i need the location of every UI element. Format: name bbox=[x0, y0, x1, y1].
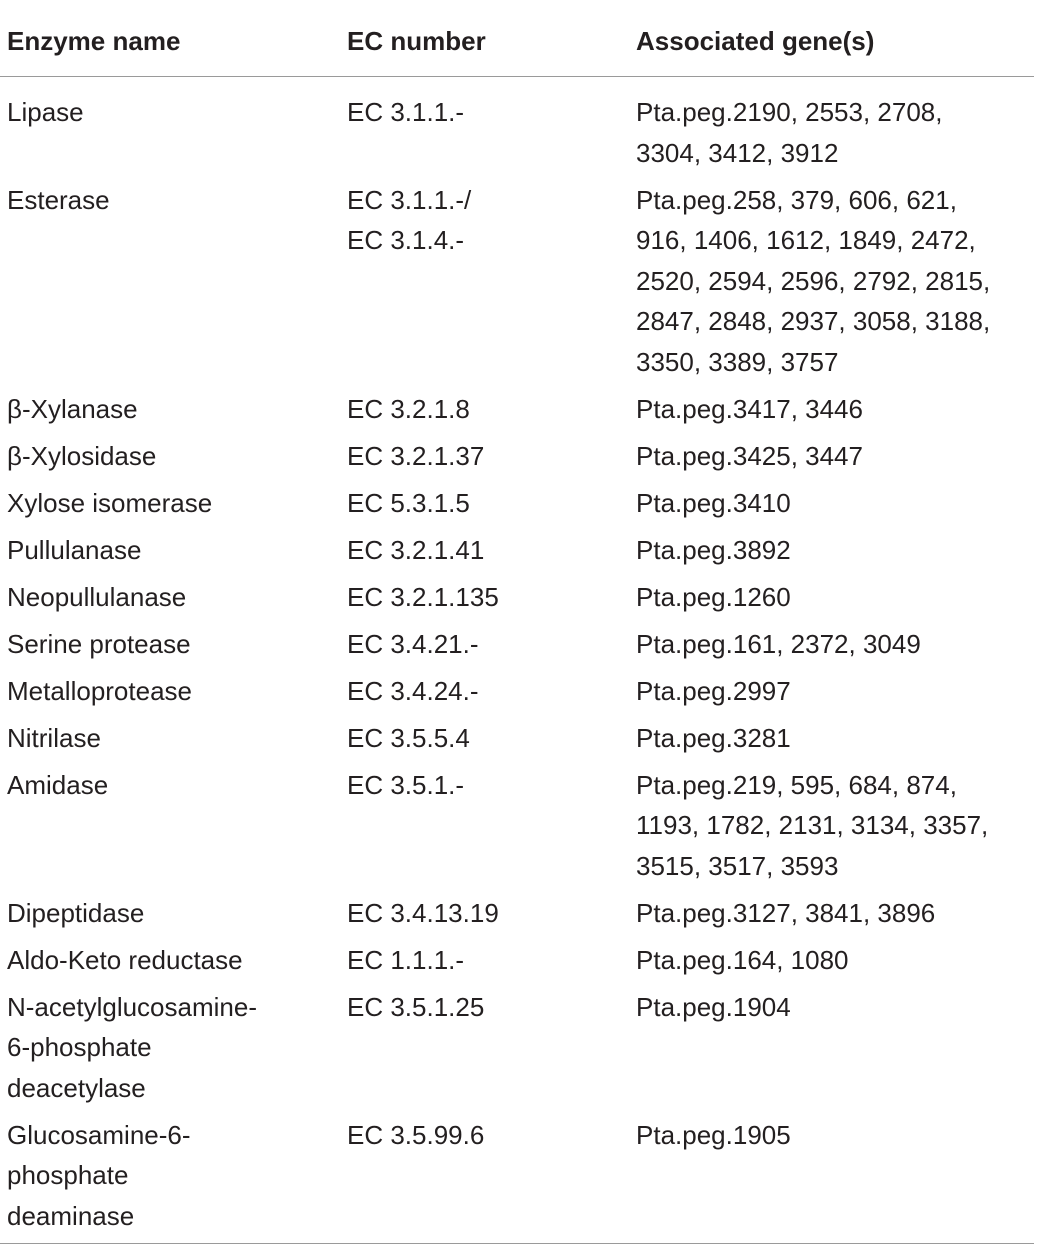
table-row bbox=[0, 624, 1040, 671]
associated-genes-cell: Pta.peg.1904 bbox=[636, 991, 791, 1022]
table-row bbox=[0, 718, 1040, 765]
header-divider bbox=[0, 76, 1034, 77]
table-row bbox=[0, 1115, 1040, 1243]
table-body bbox=[0, 92, 1040, 1243]
ec-number-cell: EC 3.2.1.41 bbox=[347, 534, 485, 565]
ec-number-cell: EC 5.3.1.5 bbox=[347, 487, 470, 518]
ec-number-cell: EC 3.1.1.- bbox=[347, 97, 465, 127]
associated-genes-cell: Pta.peg.1905 bbox=[636, 1119, 791, 1150]
table-row bbox=[0, 483, 1040, 530]
table-row bbox=[0, 893, 1040, 940]
enzyme-name-cell: Esterase bbox=[7, 184, 110, 215]
ec-number-cell: EC 3.4.21.- bbox=[347, 628, 479, 659]
column-header-associated-genes: Associated gene(s) bbox=[636, 26, 875, 56]
associated-genes-cell: Pta.peg.1260 bbox=[636, 581, 791, 612]
enzyme-name-cell: Aldo-Keto reductase bbox=[7, 944, 243, 975]
table-row bbox=[0, 180, 1040, 389]
ec-number-cell: EC 3.1.1.-/ EC 3.1.4.- bbox=[347, 184, 472, 255]
associated-genes-cell: Pta.peg.164, 1080 bbox=[636, 944, 849, 975]
table-bottom-divider bbox=[0, 1243, 1034, 1244]
associated-genes-cell: Pta.peg.258, 379, 606, 621, 916, 1406, 1612, 1849, 2472, 2520, 2594, 2596, 2792, 2815, 2847, 2848, 2937, 3058, 3188, 3350, 3389, 3757 bbox=[636, 184, 991, 377]
enzyme-name-cell: Serine protease bbox=[7, 628, 191, 659]
associated-genes-cell: Pta.peg.2190, 2553, 2708, 3304, 3412, 3912 bbox=[636, 97, 943, 168]
associated-genes-cell: Pta.peg.3425, 3447 bbox=[636, 440, 863, 471]
table-row bbox=[0, 577, 1040, 624]
table-row bbox=[0, 987, 1040, 1115]
enzyme-name-cell: Glucosamine-6- phosphate deaminase bbox=[7, 1119, 191, 1231]
associated-genes-cell: Pta.peg.219, 595, 684, 874, 1193, 1782, 2131, 3134, 3357, 3515, 3517, 3593 bbox=[636, 769, 989, 881]
enzyme-name-cell: Lipase bbox=[7, 97, 84, 127]
ec-number-cell: EC 3.5.1.25 bbox=[347, 991, 485, 1022]
ec-number-cell: EC 3.2.1.37 bbox=[347, 440, 485, 471]
table-row bbox=[0, 765, 1040, 893]
table-header-row bbox=[0, 0, 1040, 76]
ec-number-cell: EC 3.4.24.- bbox=[347, 675, 479, 706]
ec-number-cell: EC 3.5.1.- bbox=[347, 769, 465, 800]
enzyme-name-cell: Metalloprotease bbox=[7, 675, 192, 706]
table-row bbox=[0, 389, 1040, 436]
column-header-ec-number: EC number bbox=[347, 26, 486, 56]
ec-number-cell: EC 1.1.1.- bbox=[347, 944, 465, 975]
enzyme-name-cell: β-Xylosidase bbox=[7, 440, 157, 471]
associated-genes-cell: Pta.peg.3892 bbox=[636, 534, 791, 565]
enzyme-name-cell: Amidase bbox=[7, 769, 109, 800]
associated-genes-cell: Pta.peg.3410 bbox=[636, 487, 791, 518]
ec-number-cell: EC 3.2.1.135 bbox=[347, 581, 499, 612]
associated-genes-cell: Pta.peg.3417, 3446 bbox=[636, 393, 863, 424]
table-row bbox=[0, 530, 1040, 577]
enzyme-name-cell: Dipeptidase bbox=[7, 897, 145, 928]
ec-number-cell: EC 3.5.99.6 bbox=[347, 1119, 485, 1150]
column-header-enzyme-name: Enzyme name bbox=[7, 26, 181, 56]
ec-number-cell: EC 3.4.13.19 bbox=[347, 897, 499, 928]
table-row bbox=[0, 940, 1040, 987]
enzyme-name-cell: N-acetylglucosamine- 6-phosphate deacetylase bbox=[7, 991, 257, 1103]
enzyme-name-cell: Neopullulanase bbox=[7, 581, 187, 612]
enzyme-name-cell: Nitrilase bbox=[7, 722, 101, 753]
associated-genes-cell: Pta.peg.3127, 3841, 3896 bbox=[636, 897, 936, 928]
ec-number-cell: EC 3.2.1.8 bbox=[347, 393, 470, 424]
table-row bbox=[0, 92, 1040, 180]
ec-number-cell: EC 3.5.5.4 bbox=[347, 722, 470, 753]
table-row bbox=[0, 436, 1040, 483]
associated-genes-cell: Pta.peg.161, 2372, 3049 bbox=[636, 628, 921, 659]
associated-genes-cell: Pta.peg.3281 bbox=[636, 722, 791, 753]
enzyme-name-cell: Xylose isomerase bbox=[7, 487, 213, 518]
enzyme-name-cell: Pullulanase bbox=[7, 534, 142, 565]
enzyme-name-cell: β-Xylanase bbox=[7, 393, 138, 424]
table-row bbox=[0, 671, 1040, 718]
associated-genes-cell: Pta.peg.2997 bbox=[636, 675, 791, 706]
